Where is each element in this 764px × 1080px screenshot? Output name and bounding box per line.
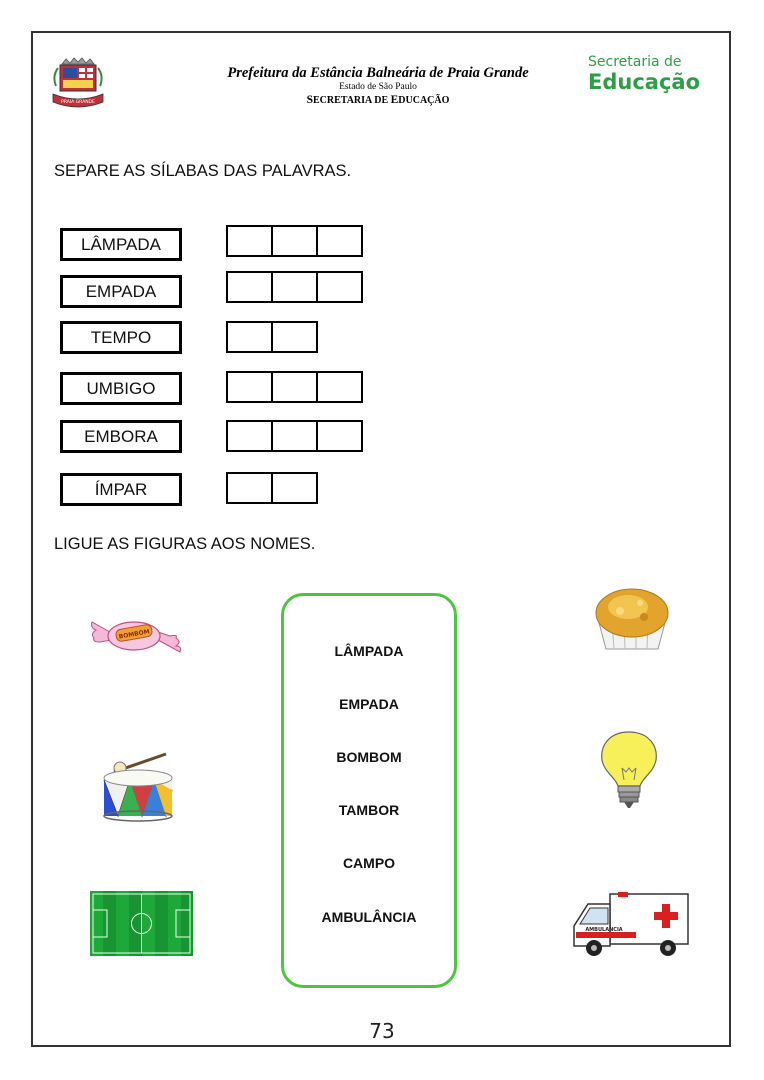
syllable-cell[interactable] [316, 420, 363, 452]
light-bulb-image[interactable] [594, 728, 664, 812]
syllable-cells [226, 271, 361, 303]
syllable-cell[interactable] [271, 371, 318, 403]
syllable-cells [226, 420, 361, 452]
city-crest-icon [50, 56, 106, 112]
syllable-cell[interactable] [271, 420, 318, 452]
header-title: Prefeitura da Estância Balneária de Praia Grande [227, 65, 529, 81]
header-state: Estado de São Paulo [339, 82, 417, 92]
syllable-cell[interactable] [316, 225, 363, 257]
syllable-cell[interactable] [226, 321, 273, 353]
syllable-cell[interactable] [226, 420, 273, 452]
logo-line-1: Secretaria de [588, 54, 682, 70]
syllable-cell[interactable] [316, 271, 363, 303]
syllable-cell[interactable] [226, 371, 273, 403]
syllable-cell[interactable] [316, 371, 363, 403]
logo-line-2: Educação [588, 70, 700, 94]
syllable-cells [226, 225, 361, 257]
syllable-cell[interactable] [226, 225, 273, 257]
syllable-cells [226, 472, 316, 504]
document-header [200, 64, 556, 108]
syllable-cells [226, 321, 316, 353]
syllable-cell[interactable] [226, 472, 273, 504]
name-option[interactable]: CAMPO [342, 855, 396, 871]
crest-ribbon-text: PRAIA GRANDE [61, 100, 95, 105]
name-option[interactable]: EMPADA [339, 696, 399, 712]
word-box: TEMPO [60, 321, 182, 354]
exercise2-instruction: LIGUE AS FIGURAS AOS NOMES. [54, 535, 316, 553]
name-option[interactable]: BOMBOM [336, 749, 402, 765]
word-box: LÂMPADA [60, 228, 182, 261]
name-option[interactable]: LÂMPADA [334, 643, 404, 659]
exercise1-instruction: SEPARE AS SÍLABAS DAS PALAVRAS. [54, 162, 352, 180]
word-box: UMBIGO [60, 372, 182, 405]
name-option[interactable]: AMBULÂNCIA [321, 909, 417, 925]
candy-image[interactable] [88, 610, 184, 666]
word-box: EMPADA [60, 275, 182, 308]
candy-label: BOMBOM [118, 628, 151, 641]
word-box: ÍMPAR [60, 473, 182, 506]
word-box: EMBORA [60, 420, 182, 453]
syllable-cell[interactable] [226, 271, 273, 303]
secretaria-educacao-logo [588, 54, 708, 94]
syllable-cell[interactable] [271, 225, 318, 257]
ambulance-label: AMBULANCIA [585, 927, 623, 933]
syllable-cell[interactable] [271, 271, 318, 303]
drum-image[interactable] [100, 750, 176, 822]
header-secretaria: SECRETARIA DE EDUCAÇÃO [306, 94, 450, 106]
page-number: 73 [369, 1019, 395, 1043]
ambulance-image[interactable] [570, 888, 692, 962]
syllable-cells [226, 371, 361, 403]
syllable-cell[interactable] [271, 472, 318, 504]
syllable-cell[interactable] [271, 321, 318, 353]
name-option[interactable]: TAMBOR [338, 802, 400, 818]
soccer-field-image[interactable] [90, 891, 193, 956]
empada-image[interactable] [592, 585, 672, 655]
